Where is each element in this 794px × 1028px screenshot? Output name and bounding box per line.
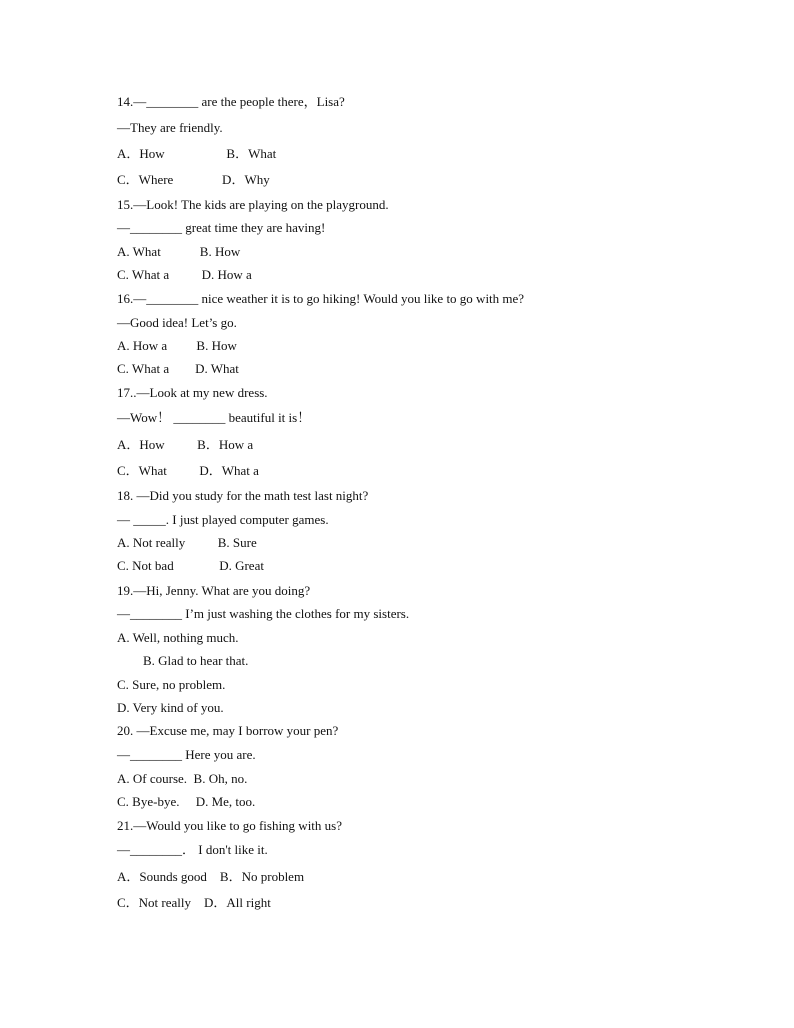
question-19-reply: —________ I’m just washing the clothes for my sisters. bbox=[117, 606, 410, 621]
question-14-options-ab: A．How B．What bbox=[117, 146, 277, 161]
question-21-options-ab: A．Sounds good B．No problem bbox=[117, 869, 305, 884]
question-17-reply: —Wow！ ________ beautiful it is！ bbox=[117, 410, 311, 425]
question-14-reply: —They are friendly. bbox=[117, 120, 223, 135]
question-19-option-d: D. Very kind of you. bbox=[117, 700, 224, 715]
question-18-options-cd: C. Not bad D. Great bbox=[117, 558, 264, 573]
question-19-option-c: C. Sure, no problem. bbox=[117, 677, 226, 692]
question-15-options-ab: A. What B. How bbox=[117, 244, 241, 259]
question-17-options-cd: C．What D．What a bbox=[117, 463, 259, 478]
question-16-options-cd: C. What a D. What bbox=[117, 361, 239, 376]
question-19-option-a: A. Well, nothing much. bbox=[117, 630, 239, 645]
question-14-stem: 14.—________ are the people there，Lisa? bbox=[117, 94, 345, 109]
question-19-option-b: B. Glad to hear that. bbox=[143, 653, 249, 668]
question-14-options-cd: C．Where D．Why bbox=[117, 172, 270, 187]
question-21-stem: 21.—Would you like to go fishing with us? bbox=[117, 818, 342, 833]
question-15-options-cd: C. What a D. How a bbox=[117, 267, 252, 282]
question-20-options-cd: C. Bye-bye. D. Me, too. bbox=[117, 794, 256, 809]
question-21-reply: —________． I don't like it. bbox=[117, 842, 268, 857]
question-21-options-cd: C．Not really D．All right bbox=[117, 895, 271, 910]
question-16-options-ab: A. How a B. How bbox=[117, 338, 237, 353]
question-15-reply: —________ great time they are having! bbox=[117, 220, 326, 235]
question-20-stem: 20. —Excuse me, may I borrow your pen? bbox=[117, 723, 339, 738]
question-17-options-ab: A．How B．How a bbox=[117, 437, 254, 452]
question-17-stem: 17..—Look at my new dress. bbox=[117, 385, 268, 400]
question-16-stem: 16.—________ nice weather it is to go hiking! Would you like to go with me? bbox=[117, 291, 525, 306]
question-18-options-ab: A. Not really B. Sure bbox=[117, 535, 257, 550]
question-19-stem: 19.—Hi, Jenny. What are you doing? bbox=[117, 583, 311, 598]
question-15-stem: 15.—Look! The kids are playing on the playground. bbox=[117, 197, 389, 212]
question-18-stem: 18. —Did you study for the math test last night? bbox=[117, 488, 369, 503]
question-20-options-ab: A. Of course. B. Oh, no. bbox=[117, 771, 248, 786]
question-16-reply: —Good idea! Let’s go. bbox=[117, 315, 237, 330]
question-18-reply: — _____. I just played computer games. bbox=[117, 512, 329, 527]
question-20-reply: —________ Here you are. bbox=[117, 747, 256, 762]
